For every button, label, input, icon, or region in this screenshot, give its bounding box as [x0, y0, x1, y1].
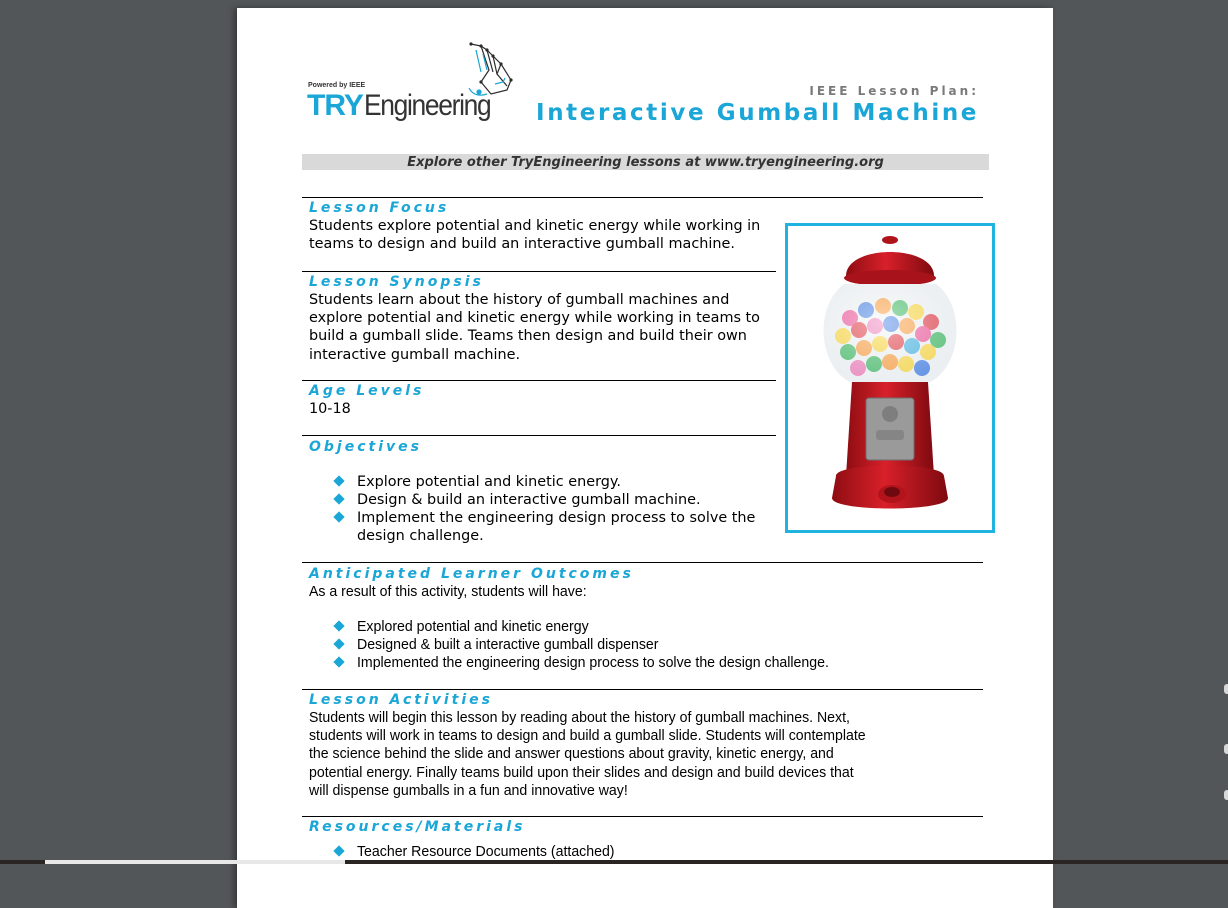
outcomes-list — [309, 618, 864, 672]
taskbar-strip — [0, 860, 1228, 864]
diamond-bullet-icon — [333, 493, 344, 504]
paragraph-line: Students explore potential and kinetic energy while working in — [309, 218, 761, 234]
list-item — [309, 473, 755, 491]
list-item-text: Design & build an interactive gumball machine. — [357, 492, 701, 508]
section-heading: Resources/Materials — [309, 819, 526, 835]
section-divider — [302, 197, 983, 198]
section-divider — [302, 562, 983, 563]
list-item-text: Implement the engineering design process to solve the — [357, 510, 756, 526]
list-item-text: Teacher Resource Documents (attached) — [357, 843, 615, 860]
outcomes-intro: As a result of this activity, students will have: — [309, 583, 587, 600]
diamond-bullet-icon — [333, 657, 344, 668]
explore-banner-text: Explore other TryEngineering lessons at www.tryengineering.org — [407, 155, 884, 170]
section-heading: Age Levels — [309, 383, 425, 399]
document-title: Interactive Gumball Machine — [536, 100, 979, 126]
viewer-edge-control[interactable] — [1224, 790, 1228, 800]
list-item-continuation — [309, 527, 755, 545]
list-item-text: Designed & built a interactive gumball dispenser — [357, 636, 659, 654]
paragraph-line: the science behind the slide and answer questions about gravity, kinetic energy, and — [309, 745, 834, 763]
gumball-machine-illustration — [788, 226, 992, 530]
section-divider — [302, 816, 983, 817]
taskbar-item[interactable] — [45, 860, 345, 864]
age-range-value: 10-18 — [309, 401, 351, 417]
list-item — [309, 491, 755, 509]
powered-by-label: Powered by IEEE — [308, 82, 366, 89]
diamond-bullet-icon — [333, 621, 344, 632]
paragraph-line: Students learn about the history of gumball machines and — [309, 292, 730, 308]
diamond-bullet-icon — [333, 639, 344, 650]
paragraph-line: students will work in teams to design and build a gumball slide. Students will contemplate — [309, 727, 866, 745]
section-age-levels — [309, 383, 424, 418]
diamond-bullet-icon — [333, 511, 344, 522]
section-lesson-synopsis — [309, 274, 760, 364]
section-divider — [302, 271, 776, 272]
section-divider — [302, 435, 776, 436]
tryengineering-logo — [307, 42, 517, 132]
paragraph-line: teams to design and build an interactive gumball machine. — [309, 236, 735, 253]
section-lesson-activities — [309, 692, 908, 800]
list-item — [309, 654, 864, 672]
explore-banner — [302, 154, 989, 170]
list-item — [309, 843, 634, 861]
list-item-text: Explore potential and kinetic energy. — [357, 474, 621, 490]
list-item — [309, 618, 864, 636]
list-item-text: Implemented the engineering design process to solve the design challenge. — [357, 654, 829, 672]
section-heading: Lesson Synopsis — [309, 274, 484, 290]
list-item-text: Explored potential and kinetic energy — [357, 618, 589, 636]
diamond-bullet-icon — [333, 475, 344, 486]
list-item-text: design challenge. — [357, 528, 484, 544]
logo-engineering-text: Engineering — [364, 89, 491, 122]
section-heading: Lesson Activities — [309, 692, 493, 708]
section-objectives — [309, 439, 755, 545]
paragraph-line: will dispense gumballs in a fun and innovative way! — [309, 781, 628, 799]
resources-list — [309, 843, 634, 861]
lesson-plan-kicker: IEEE Lesson Plan: — [809, 84, 979, 98]
section-heading: Anticipated Learner Outcomes — [309, 566, 634, 582]
list-item — [309, 636, 864, 654]
logo-try-text: TRY — [307, 89, 363, 122]
paragraph-line: potential energy. Finally teams build upon their slides and design and build devices that — [309, 763, 854, 781]
gumball-machine-image — [785, 223, 995, 533]
paragraph-line: build a gumball slide. Teams then design and build their own — [309, 328, 747, 345]
list-item — [309, 509, 755, 527]
section-resources — [309, 819, 634, 861]
section-divider — [302, 689, 983, 690]
objectives-list — [309, 473, 755, 545]
paragraph-line: interactive gumball machine. — [309, 346, 521, 363]
paragraph-line: Students will begin this lesson by reading about the history of gumball machines. Next, — [309, 709, 850, 726]
section-divider — [302, 380, 776, 381]
section-heading: Objectives — [309, 439, 422, 455]
section-anticipated-outcomes — [309, 566, 864, 672]
document-page — [237, 8, 1053, 908]
viewer-edge-control[interactable] — [1224, 744, 1228, 754]
viewer-edge-control[interactable] — [1224, 684, 1228, 694]
section-heading: Lesson Focus — [309, 200, 450, 216]
paragraph-line: explore potential and kinetic energy while working in teams to — [309, 310, 760, 327]
section-lesson-focus — [309, 200, 760, 253]
diamond-bullet-icon — [333, 845, 344, 856]
